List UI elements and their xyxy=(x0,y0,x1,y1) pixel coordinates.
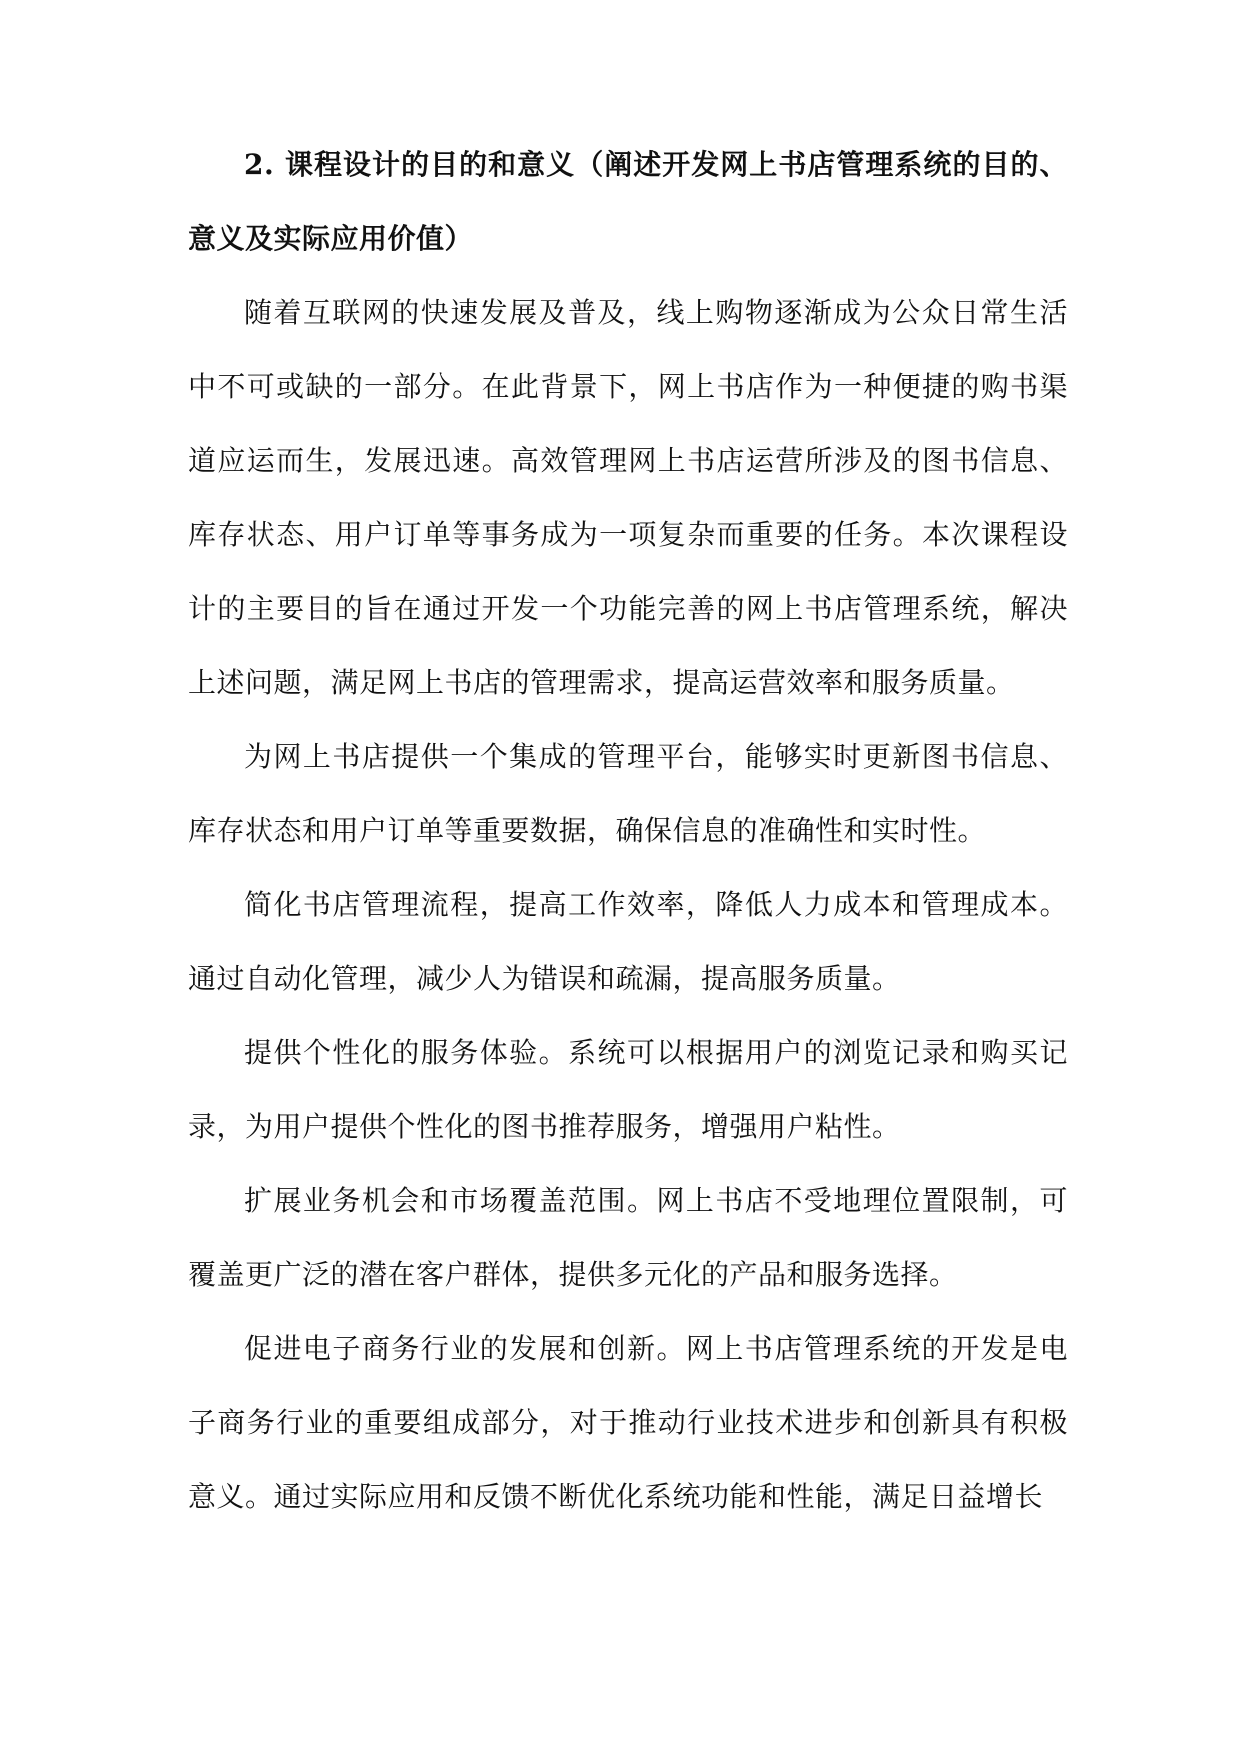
paragraph-ecommerce-innovation: 促进电子商务行业的发展和创新。网上书店管理系统的开发是电子商务行业的重要组成部分，对于推动行业技术进步和创新具有积极意义。通过实际应用和反馈不断优化系统功能和性能，满足日益增长 xyxy=(188,1332,1068,1513)
paragraph-background: 随着互联网的快速发展及普及，线上购物逐渐成为公众日常生活中不可或缺的一部分。在此背景下，网上书店作为一种便捷的购书渠道应运而生，发展迅速。高效管理网上书店运营所涉及的图书信息、库存状态、用户订单等事务成为一项复杂而重要的任务。本次课程设计的主要目的旨在通过开发一个功能完善的网上书店管理系统，解决上述问题，满足网上书店的管理需求，提高运营效率和服务质量。 xyxy=(188,296,1068,699)
section-heading: 2. 课程设计的目的和意义（阐述开发网上书店管理系统的目的、意义及实际应用价值） xyxy=(188,148,1068,255)
paragraph-personalized-service: 提供个性化的服务体验。系统可以根据用户的浏览记录和购买记录，为用户提供个性化的图书推荐服务，增强用户粘性。 xyxy=(188,1036,1068,1143)
document-page xyxy=(188,128,1068,1534)
paragraph-integrated-platform: 为网上书店提供一个集成的管理平台，能够实时更新图书信息、库存状态和用户订单等重要数据，确保信息的准确性和实时性。 xyxy=(188,740,1068,847)
paragraph-simplify-process: 简化书店管理流程，提高工作效率，降低人力成本和管理成本。通过自动化管理，减少人为错误和疏漏，提高服务质量。 xyxy=(188,888,1068,995)
paragraph-market-expansion: 扩展业务机会和市场覆盖范围。网上书店不受地理位置限制，可覆盖更广泛的潜在客户群体，提供多元化的产品和服务选择。 xyxy=(188,1184,1068,1291)
